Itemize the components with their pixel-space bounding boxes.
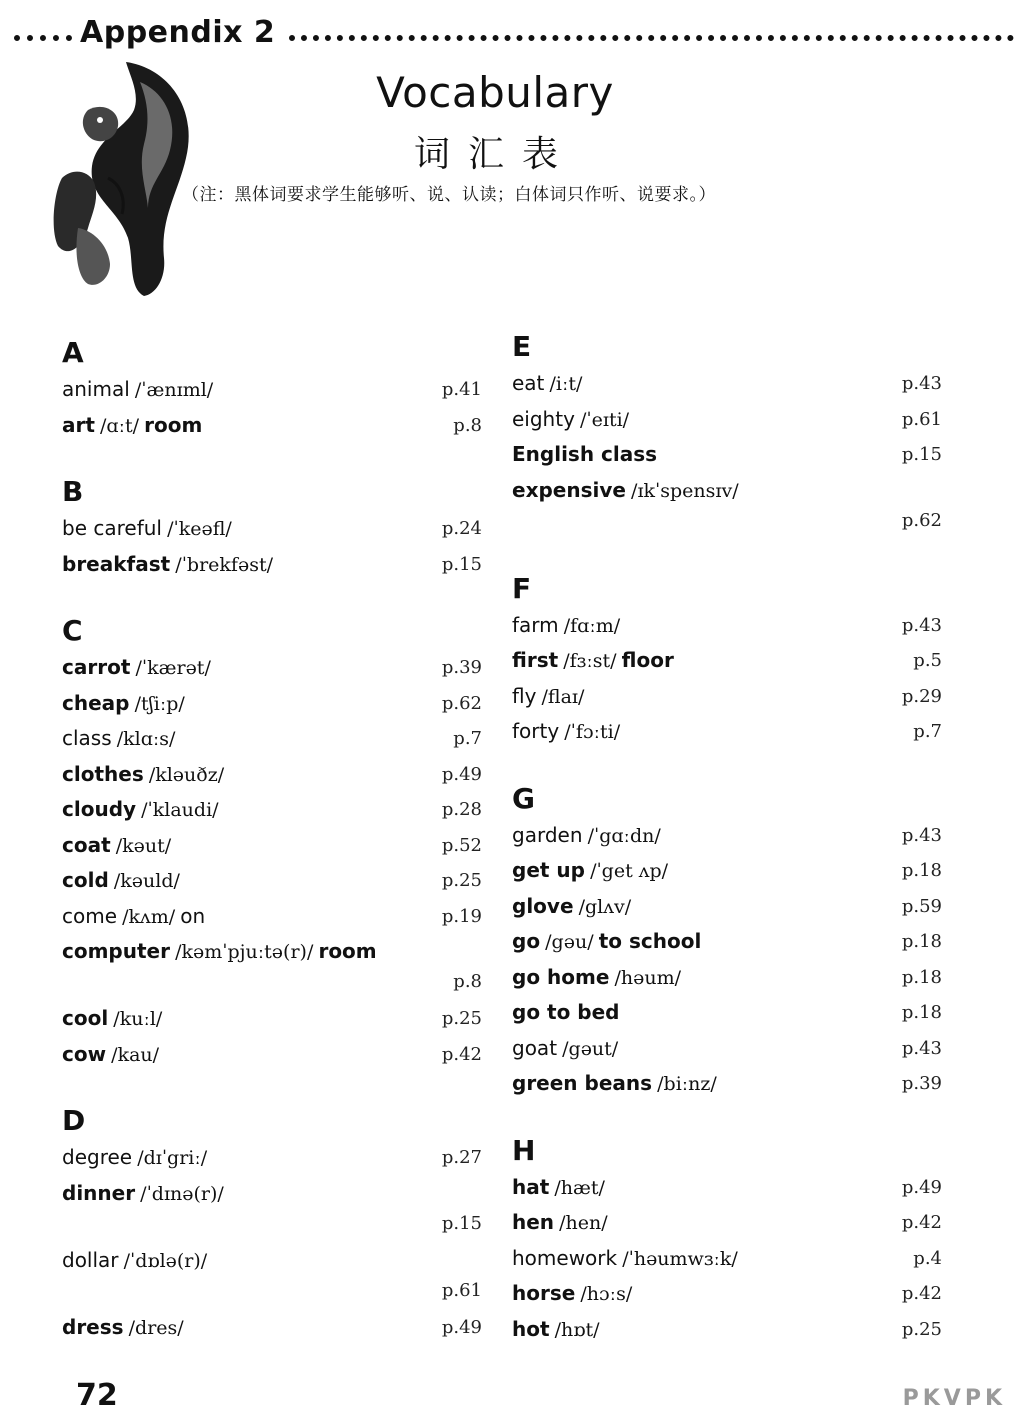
page-reference: p.7 xyxy=(453,728,482,749)
section-letter: D xyxy=(62,1104,86,1137)
vocab-term: computer xyxy=(62,939,170,963)
page-reference: p.15 xyxy=(441,1212,482,1234)
vocab-term: cheap xyxy=(62,690,130,715)
appendix-header xyxy=(14,12,1014,52)
vocab-entry xyxy=(62,408,492,444)
vocab-term: be careful xyxy=(62,516,162,540)
page-reference: p.27 xyxy=(441,1147,482,1168)
vocab-entry xyxy=(512,1170,942,1206)
letter-section xyxy=(512,570,942,750)
phonetic: /həum/ xyxy=(614,966,682,989)
page-reference: p.61 xyxy=(901,408,942,430)
phonetic: /ˈgɑːdn/ xyxy=(587,824,661,847)
page-reference: p.24 xyxy=(441,518,482,539)
phonetic: /ɑːt/ xyxy=(100,414,140,437)
phonetic: /iːt/ xyxy=(549,373,583,395)
vocab-term: cold xyxy=(62,868,109,892)
vocab-term: fly xyxy=(512,683,537,708)
page-title: Vocabulary xyxy=(376,68,614,117)
page-reference: p.8 xyxy=(453,414,482,436)
vocab-entry xyxy=(512,714,942,750)
vocab-entry xyxy=(62,721,492,757)
vocab-entry xyxy=(62,547,492,583)
phonetic: /ˈdɪnə(r)/ xyxy=(140,1182,224,1205)
vocab-term: first xyxy=(512,648,559,672)
watermark: PKVPK xyxy=(902,1386,1006,1411)
phonetic: /fɜːst/ xyxy=(563,650,617,672)
squirrel-illustration xyxy=(48,58,198,298)
vocab-entry xyxy=(512,473,942,540)
vocab-term: go xyxy=(512,929,541,953)
page-reference: p.39 xyxy=(441,657,482,678)
page-reference: p.18 xyxy=(901,966,942,988)
appendix-title: Appendix 2 xyxy=(80,14,276,50)
page-reference: p.28 xyxy=(441,799,482,820)
vocab-term: goat xyxy=(512,1035,558,1060)
phonetic: /tʃiːp/ xyxy=(134,692,185,715)
phonetic: /kləuðz/ xyxy=(148,763,225,786)
vocab-term: dollar xyxy=(62,1247,119,1272)
phonetic: /hen/ xyxy=(559,1212,608,1234)
phonetic: /kəut/ xyxy=(115,834,172,857)
vocab-entry xyxy=(512,924,942,960)
vocab-term: glove xyxy=(512,893,574,918)
vocab-term: horse xyxy=(512,1281,576,1305)
page-reference: p.43 xyxy=(901,1037,942,1059)
vocab-term: cow xyxy=(62,1041,107,1066)
section-letter: F xyxy=(512,571,532,605)
section-letter: A xyxy=(62,336,84,369)
page-reference: p.41 xyxy=(441,379,482,400)
page-reference: p.8 xyxy=(453,971,482,992)
dotted-rule-left xyxy=(14,35,72,41)
term-extension: room xyxy=(144,412,203,437)
page-reference: p.25 xyxy=(441,870,482,891)
vocab-entry xyxy=(512,818,942,854)
vocab-entry xyxy=(512,889,942,925)
vocab-entry xyxy=(512,1276,942,1312)
page-reference: p.42 xyxy=(901,1212,942,1233)
vocab-entry xyxy=(62,1140,492,1176)
vocab-entry xyxy=(512,1205,942,1241)
vocab-term: eat xyxy=(512,371,545,395)
phonetic: /hɔːs/ xyxy=(580,1283,633,1305)
vocab-entry xyxy=(62,1001,492,1037)
section-letter: G xyxy=(512,781,535,815)
vocab-entry xyxy=(512,643,942,679)
vocab-term: breakfast xyxy=(62,551,171,576)
phonetic: /kuːl/ xyxy=(113,1008,163,1030)
vocab-term: degree xyxy=(62,1145,133,1169)
page-reference: p.43 xyxy=(901,373,942,394)
phonetic: /klɑːs/ xyxy=(116,728,176,750)
page-reference: p.4 xyxy=(913,1247,942,1269)
letter-section xyxy=(62,334,492,443)
vocab-entry xyxy=(62,1176,492,1243)
page-number: 72 xyxy=(76,1378,118,1413)
left-column xyxy=(62,334,492,1375)
vocab-entry xyxy=(512,608,942,644)
vocab-term: hat xyxy=(512,1174,550,1199)
page-reference: p.19 xyxy=(441,905,482,927)
page-reference: p.39 xyxy=(901,1073,942,1094)
vocab-term: art xyxy=(62,412,95,437)
phonetic: /ˈænɪml/ xyxy=(134,379,214,401)
vocab-term: dress xyxy=(62,1314,124,1339)
letter-section xyxy=(512,1132,942,1348)
vocab-term: animal xyxy=(62,377,130,401)
letter-section xyxy=(62,473,492,582)
vocab-entry xyxy=(62,686,492,722)
vocab-entry xyxy=(62,828,492,864)
vocab-term: get up xyxy=(512,858,585,882)
vocab-entry xyxy=(62,1310,492,1346)
phonetic: /gəut/ xyxy=(562,1037,619,1060)
vocab-term: forty xyxy=(512,719,560,743)
phonetic: /ˈdɒlə(r)/ xyxy=(123,1249,208,1272)
page-reference: p.25 xyxy=(441,1008,482,1029)
page-reference: p.15 xyxy=(441,553,482,575)
vocab-entry xyxy=(62,650,492,686)
page-reference: p.62 xyxy=(901,509,942,531)
vocab-entry xyxy=(62,863,492,899)
phonetic: /kʌm/ xyxy=(122,905,176,928)
vocab-entry xyxy=(512,1312,942,1348)
vocab-entry xyxy=(62,757,492,793)
page-reference: p.7 xyxy=(913,721,942,742)
phonetic: /ˈklaudi/ xyxy=(141,799,219,821)
phonetic: /biːnz/ xyxy=(657,1073,717,1095)
page-title-chinese: 词汇表 xyxy=(413,134,576,175)
vocab-term: cloudy xyxy=(62,797,137,821)
page-reference: p.15 xyxy=(901,444,942,465)
vocab-entry xyxy=(62,934,492,1001)
vocab-term: carrot xyxy=(62,655,131,679)
phonetic: /ˈfɔːti/ xyxy=(564,721,621,743)
page-reference: p.49 xyxy=(441,1316,482,1338)
phonetic: /ˈeɪti/ xyxy=(580,408,630,431)
vocab-term: expensive xyxy=(512,477,626,502)
letter-section xyxy=(62,1102,492,1345)
vocab-term: farm xyxy=(512,612,559,637)
phonetic: /dɪˈgriː/ xyxy=(137,1147,208,1169)
phonetic: /hɒt/ xyxy=(554,1318,600,1341)
phonetic: /ˈhəumwɜːk/ xyxy=(622,1247,738,1270)
page-reference: p.52 xyxy=(441,834,482,856)
page-reference: p.25 xyxy=(901,1318,942,1340)
section-letter: E xyxy=(512,330,532,363)
term-extension: to school xyxy=(598,929,702,953)
vocab-term: hot xyxy=(512,1316,550,1341)
page-reference: p.29 xyxy=(901,685,942,707)
phonetic: /fɑːm/ xyxy=(563,614,621,637)
page-reference: p.49 xyxy=(441,763,482,785)
vocab-entry xyxy=(62,792,492,828)
page-reference: p.42 xyxy=(441,1043,482,1065)
vocab-term: come xyxy=(62,903,118,928)
vocab-entry xyxy=(512,853,942,889)
vocab-entry xyxy=(512,679,942,715)
page-reference: p.43 xyxy=(901,824,942,846)
phonetic: /flaɪ/ xyxy=(541,685,585,708)
phonetic: /glʌv/ xyxy=(578,895,632,918)
vocab-entry xyxy=(512,402,942,438)
right-column xyxy=(512,328,942,1377)
vocab-term: green beans xyxy=(512,1071,653,1095)
vocab-entry xyxy=(512,1066,942,1102)
phonetic: /hæt/ xyxy=(554,1176,605,1199)
vocab-term: dinner xyxy=(62,1180,136,1205)
phonetic: /dres/ xyxy=(128,1316,184,1339)
phonetic: /kəuld/ xyxy=(113,870,180,892)
vocab-entry xyxy=(62,511,492,547)
vocab-term: cool xyxy=(62,1006,109,1030)
page-reference: p.18 xyxy=(901,860,942,881)
page-reference: p.5 xyxy=(913,650,942,671)
vocab-term: eighty xyxy=(512,406,575,431)
vocab-term: coat xyxy=(62,832,111,857)
vocab-term: class xyxy=(62,726,112,750)
vocab-term: go to bed xyxy=(512,1000,620,1024)
section-letter: B xyxy=(62,475,84,508)
page-reference: p.61 xyxy=(441,1279,482,1301)
phonetic: /ˈget ʌp/ xyxy=(590,860,669,882)
letter-section xyxy=(62,612,492,1072)
vocab-entry xyxy=(62,1243,492,1310)
page-reference: p.62 xyxy=(441,692,482,714)
phonetic: /kəmˈpjuːtə(r)/ xyxy=(175,941,314,963)
vocab-term: homework xyxy=(512,1245,618,1270)
vocab-entry xyxy=(512,366,942,402)
phonetic: /ˈbrekfəst/ xyxy=(175,553,273,576)
section-letter: H xyxy=(512,1133,536,1167)
page-reference: p.42 xyxy=(901,1283,942,1304)
page-reference: p.59 xyxy=(901,895,942,917)
page-reference: p.43 xyxy=(901,614,942,636)
dotted-rule-right xyxy=(289,35,1014,41)
vocab-term: go home xyxy=(512,964,610,989)
term-extension: room xyxy=(318,939,377,963)
vocab-entry xyxy=(512,437,942,473)
phonetic: /kau/ xyxy=(111,1043,160,1066)
section-letter: C xyxy=(62,614,83,647)
page-reference: p.49 xyxy=(901,1176,942,1198)
phonetic: /ˈkeəfl/ xyxy=(167,518,232,540)
page-reference: p.18 xyxy=(901,1002,942,1023)
vocab-entry xyxy=(62,372,492,408)
vocab-entry xyxy=(62,1037,492,1073)
phonetic: /ˈkærət/ xyxy=(135,657,211,679)
vocab-entry xyxy=(512,1031,942,1067)
vocab-term: English class xyxy=(512,442,658,466)
vocab-entry xyxy=(512,960,942,996)
vocab-term: garden xyxy=(512,822,583,847)
vocab-entry xyxy=(512,1241,942,1277)
page-reference: p.18 xyxy=(901,931,942,952)
vocab-entry xyxy=(512,995,942,1031)
letter-section xyxy=(512,328,942,540)
vocab-entry xyxy=(62,899,492,935)
vocab-term: clothes xyxy=(62,761,144,786)
vocab-term: hen xyxy=(512,1210,555,1234)
term-extension: floor xyxy=(621,648,674,672)
term-extension: on xyxy=(180,903,206,928)
letter-section xyxy=(512,780,942,1102)
usage-note: （注：黑体词要求学生能够听、说、认读；白体词只作听、说要求。） xyxy=(182,185,716,205)
phonetic: /gəu/ xyxy=(545,931,594,953)
phonetic: /ɪkˈspensɪv/ xyxy=(631,479,739,502)
